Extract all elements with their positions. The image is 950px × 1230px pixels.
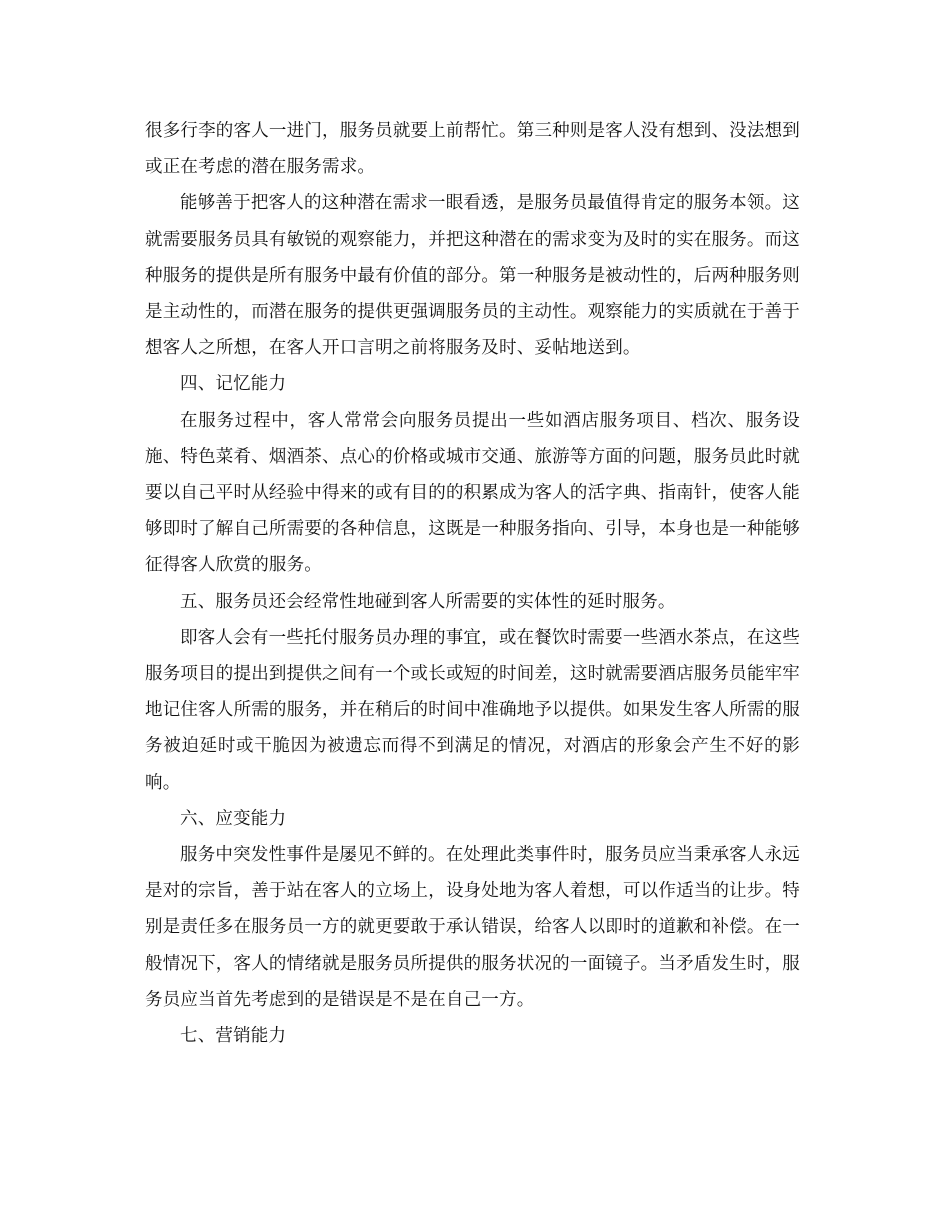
paragraph-3: 在服务过程中，客人常常会向服务员提出一些如酒店服务项目、档次、服务设施、特色菜肴、烟酒茶、点心的价格或城市交通、旅游等方面的问题，服务员此时就要以自己平时从经验中得来的或有目的的积累成为客人的活字典、指南针，使客人能够即时了解自己所需要的各种信息，这既是一种服务指向、引导，本身也是一种能够征得客人欣赏的服务。 xyxy=(145,410,800,576)
section-heading-memory: 四、记忆能力 xyxy=(180,374,287,395)
section-heading-adaptability: 六、应变能力 xyxy=(180,808,287,829)
section-heading-delayed-service: 五、服务员还会经常性地碰到客人所需要的实体性的延时服务。 xyxy=(180,591,676,612)
document-body xyxy=(145,113,800,1054)
paragraph-5: 即客人会有一些托付服务员办理的事宜，或在餐饮时需要一些酒水茶点，在这些服务项目的提出到提供之间有一个或长或短的时间差，这时就需要酒店服务员能牢牢地记住客人所需的服务，并在稍后的时间中准确地予以提供。如果发生客人所需的服务被迫延时或干脆因为被遗忘而得不到满足的情况，对酒店的形象会产生不好的影响。 xyxy=(145,627,800,793)
section-heading-marketing: 七、营销能力 xyxy=(180,1026,287,1047)
paragraph-7: 服务中突发性事件是屡见不鲜的。在处理此类事件时，服务员应当秉承客人永远是对的宗旨，善于站在客人的立场上，设身处地为客人着想，可以作适当的让步。特别是责任多在服务员一方的就更要敢于承认错误，给客人以即时的道歉和补偿。在一般情况下，客人的情绪就是服务员所提供的服务状况的一面镜子。当矛盾发生时，服务员应当首先考虑到的是错误是不是在自己一方。 xyxy=(145,845,800,1010)
paragraph-1: 能够善于把客人的这种潜在需求一眼看透，是服务员最值得肯定的服务本领。这就需要服务员具有敏锐的观察能力，并把这种潜在的需求变为及时的实在服务。而这种服务的提供是所有服务中最有价值的部分。第一种服务是被动性的，后两种服务则是主动性的，而潜在服务的提供更强调服务员的主动性。观察能力的实质就在于善于想客人之所想，在客人开口言明之前将服务及时、妥帖地送到。 xyxy=(145,193,800,359)
paragraph-0: 很多行李的客人一进门，服务员就要上前帮忙。第三种则是客人没有想到、没法想到或正在考虑的潜在服务需求。 xyxy=(145,121,800,178)
